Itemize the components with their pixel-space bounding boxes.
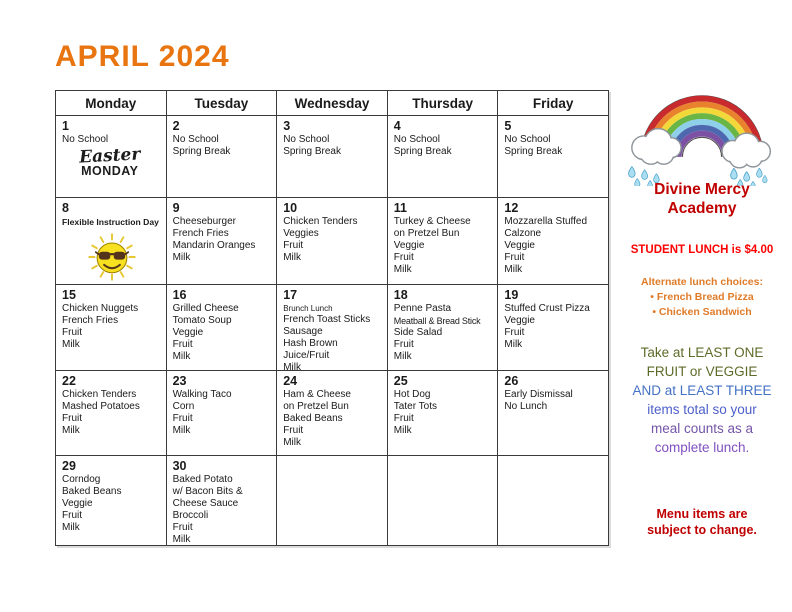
menu-line: Milk (283, 362, 301, 371)
sun-sunglasses-icon (84, 229, 140, 285)
menu-line: Cheese Sauce (172, 498, 239, 509)
lunch-rule-line: Take at LEAST ONE (640, 345, 764, 360)
menu-line: Milk (172, 425, 191, 436)
calendar-cell-april-16 (167, 285, 278, 371)
alternate-choices-list (612, 290, 792, 320)
day-number: 25 (393, 374, 408, 388)
menu-line: Penne Pasta (393, 303, 452, 314)
calendar-cell-april-9 (167, 198, 278, 285)
menu-line: Baked Beans (283, 413, 343, 424)
student-lunch-price: STUDENT LUNCH is $4.00 (630, 244, 774, 256)
menu-line: Milk (62, 339, 80, 350)
menu-line: Grilled Cheese (172, 303, 239, 314)
day-number: 8 (62, 201, 69, 215)
calendar-cell-april-10 (277, 198, 388, 285)
menu-line: w/ Bacon Bits & (172, 486, 243, 497)
menu-line: Fruit (172, 522, 193, 533)
menu-line: Meatball & Bread Stick (393, 316, 481, 326)
menu-line: No School (172, 134, 219, 145)
day-number: 15 (62, 288, 76, 302)
calendar-cell-april-11 (388, 198, 499, 285)
calendar-cell-april-18 (388, 285, 499, 371)
easter-monday-graphic (62, 144, 158, 178)
day-number: 17 (283, 288, 298, 302)
alternate-choices (612, 275, 792, 320)
day-number: 4 (393, 119, 401, 133)
day-number: 11 (393, 201, 408, 215)
menu-line: Fruit (62, 510, 82, 521)
disclaimer-line2: subject to change. (647, 523, 757, 537)
calendar-cell-empty (277, 456, 388, 546)
menu-line: No School (504, 134, 551, 145)
day-number: 29 (62, 459, 76, 473)
menu-line: on Pretzel Bun (393, 228, 460, 239)
menu-line: Chicken Nuggets (62, 303, 139, 314)
menu-line: Veggie (62, 498, 93, 509)
easter-monday-text: MONDAY (81, 164, 139, 178)
menu-line: Baked Beans (62, 486, 122, 497)
day-number: 18 (393, 288, 408, 302)
menu-line: Milk (283, 252, 301, 263)
menu-line: Veggie (504, 240, 535, 251)
menu-line: Fruit (172, 413, 193, 424)
menu-line: Tater Tots (393, 401, 437, 412)
menu-line: Spring Break (393, 146, 452, 157)
menu-line: Corndog (62, 474, 101, 485)
lunch-rule-line: AND at LEAST THREE (632, 383, 772, 398)
menu-line: Tomato Soup (172, 315, 232, 326)
rainbow-clouds-rain-icon (620, 84, 784, 186)
menu-line: No Lunch (504, 401, 548, 412)
menu-line: No School (283, 134, 330, 145)
menu-line: Calzone (504, 228, 542, 239)
calendar-table (55, 90, 609, 546)
calendar-cell-april-29 (56, 456, 167, 546)
calendar-cell-april-26 (498, 371, 609, 456)
menu-line: Turkey & Cheese (393, 216, 471, 227)
page-title: APRIL 2024 (55, 40, 230, 73)
calendar-cell-april-5 (498, 116, 609, 198)
calendar-cell-april-25 (388, 371, 499, 456)
menu-line: Chicken Tenders (283, 216, 358, 227)
day-number: 22 (62, 374, 76, 388)
alternate-item: • Chicken Sandwich (652, 306, 752, 318)
menu-line: Side Salad (393, 327, 443, 338)
calendar-cell-april-24 (277, 371, 388, 456)
day-number: 3 (283, 119, 291, 133)
calendar-cell-april-3 (277, 116, 388, 198)
menu-line: Milk (172, 351, 191, 362)
menu-line: Fruit (393, 252, 414, 263)
menu-line: Juice/Fruit (283, 350, 330, 361)
menu-line: Chicken Tenders (62, 389, 137, 400)
calendar-cell-april-4 (388, 116, 499, 198)
day-header-monday: Monday (56, 91, 167, 116)
calendar-cell-april-23 (167, 371, 278, 456)
alternate-choices-header: Alternate lunch choices: (641, 276, 763, 288)
lunch-rule-line: items total so your (647, 402, 757, 417)
day-number: 1 (62, 119, 69, 133)
menu-line: No School (62, 134, 109, 145)
calendar-cell-april-8 (56, 198, 167, 285)
disclaimer (612, 506, 792, 538)
lunch-rule-line: FRUIT or VEGGIE (646, 364, 758, 379)
day-number: 2 (172, 119, 180, 133)
calendar-cell-april-12 (498, 198, 609, 285)
menu-line: Fruit (393, 413, 414, 424)
menu-line: on Pretzel Bun (283, 401, 349, 412)
menu-line: Early Dismissal (504, 389, 573, 400)
day-number: 23 (172, 374, 187, 388)
menu-line: Milk (62, 522, 80, 533)
menu-line: Mashed Potatoes (62, 401, 140, 412)
day-header-friday: Friday (498, 91, 609, 116)
lunch-rule-line: complete lunch. (654, 440, 750, 455)
menu-line: Veggies (283, 228, 319, 239)
menu-line: Cheeseburger (172, 216, 236, 227)
menu-line: Milk (393, 264, 412, 275)
menu-line: Walking Taco (172, 389, 232, 400)
menu-line: French Toast Sticks (283, 314, 371, 325)
school-name-line1: Divine Mercy (654, 181, 750, 198)
menu-line: Sausage (283, 326, 323, 337)
menu-line: Corn (172, 401, 195, 412)
menu-line: Broccoli (172, 510, 209, 521)
menu-line: Fruit (393, 339, 414, 350)
day-number: 30 (172, 459, 187, 473)
menu-line: Fruit (62, 413, 82, 424)
day-header-thursday: Thursday (388, 91, 499, 116)
day-number: 24 (283, 374, 298, 388)
day-header-tuesday: Tuesday (167, 91, 278, 116)
calendar-cell-april-30 (167, 456, 278, 546)
calendar-cell-april-19 (498, 285, 609, 371)
menu-line: Milk (504, 264, 523, 275)
menu-line: Spring Break (283, 146, 341, 157)
menu-line: Veggie (504, 315, 535, 326)
menu-line: Baked Potato (172, 474, 233, 485)
day-number: 12 (504, 201, 519, 215)
menu-line: Spring Break (504, 146, 563, 157)
menu-line: Fruit (62, 327, 82, 338)
menu-line: Brunch Lunch (283, 304, 333, 313)
calendar-cell-april-17 (277, 285, 388, 371)
day-number: 5 (504, 119, 512, 133)
day-header-wednesday: Wednesday (277, 91, 388, 116)
lunch-rule-line: meal counts as a (650, 421, 754, 436)
day-number: 10 (283, 201, 298, 215)
lunch-rules (612, 343, 792, 457)
alternate-item: • French Bread Pizza (650, 291, 754, 303)
easter-script-text: Easter (78, 144, 141, 168)
disclaimer-line1: Menu items are (656, 507, 748, 521)
calendar-cell-april-15 (56, 285, 167, 371)
menu-line: Milk (393, 425, 412, 436)
day-number: 26 (504, 374, 519, 388)
calendar-cell-april-2 (167, 116, 278, 198)
day-number: 19 (504, 288, 519, 302)
menu-line: Hot Dog (393, 389, 431, 400)
menu-line: Milk (172, 252, 191, 263)
menu-line: Milk (62, 425, 80, 436)
menu-line: Ham & Cheese (283, 389, 351, 400)
menu-line: Mandarin Oranges (172, 240, 256, 251)
menu-line: Fruit (283, 240, 304, 251)
menu-line: Fruit (172, 339, 193, 350)
menu-line: Spring Break (172, 146, 231, 157)
menu-line: Fruit (283, 425, 304, 436)
day-number: 9 (172, 201, 180, 215)
menu-line: French Fries (62, 315, 119, 326)
menu-line: Flexible Instruction Day (62, 217, 159, 227)
menu-line: Veggie (393, 240, 425, 251)
menu-line: Milk (283, 437, 301, 448)
school-name-line2: Academy (667, 200, 737, 217)
menu-line: Fruit (504, 327, 525, 338)
menu-line: Veggie (172, 327, 204, 338)
calendar-cell-empty (388, 456, 499, 546)
menu-line: No School (393, 134, 440, 145)
menu-line: Milk (504, 339, 523, 350)
school-name (612, 180, 792, 218)
calendar-cell-empty (498, 456, 609, 546)
calendar-cell-april-22 (56, 371, 167, 456)
menu-line: Mozzarella Stuffed (504, 216, 588, 227)
menu-line: French Fries (172, 228, 229, 239)
menu-line: Stuffed Crust Pizza (504, 303, 590, 314)
day-number: 16 (172, 288, 187, 302)
menu-line: Fruit (504, 252, 525, 263)
menu-line: Milk (393, 351, 412, 362)
menu-line: Hash Brown (283, 338, 338, 349)
calendar-cell-april-1 (56, 116, 167, 198)
menu-line: Milk (172, 534, 191, 545)
